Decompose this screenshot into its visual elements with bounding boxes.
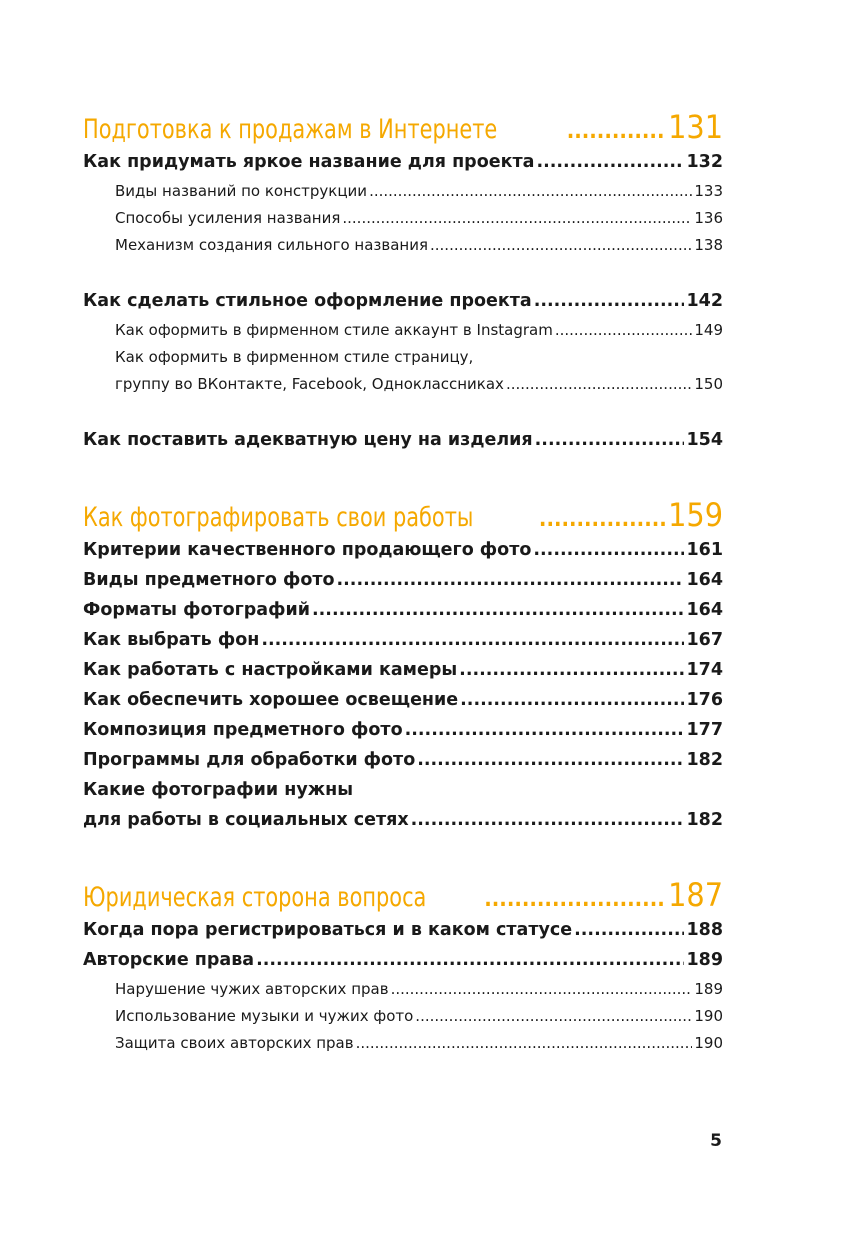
dot-leader bbox=[411, 810, 685, 830]
entry-page: 188 bbox=[686, 920, 723, 940]
entry-title: Как обеспечить хорошее освещение bbox=[83, 690, 459, 710]
entry-title: Механизм создания сильного названия bbox=[115, 236, 428, 254]
entry-title-line2: для работы в социальных сетях bbox=[83, 810, 409, 830]
entry-page: 190 bbox=[694, 1007, 723, 1025]
toc-subentry bbox=[83, 1034, 723, 1061]
section-page: 187 bbox=[668, 876, 723, 914]
entry-page: 154 bbox=[686, 430, 723, 450]
entry-title: Как придумать яркое название для проекта bbox=[83, 152, 535, 172]
entry-page: 133 bbox=[694, 182, 723, 200]
entry-title: Как выбрать фон bbox=[83, 630, 260, 650]
toc-subentry bbox=[83, 980, 723, 1007]
toc-entry bbox=[83, 720, 723, 750]
entry-page: 182 bbox=[686, 810, 723, 830]
dot-leader bbox=[459, 660, 684, 680]
toc-subentry bbox=[83, 321, 723, 348]
entry-title-line2: группу во ВКонтакте, Facebook, Одноклассниках bbox=[115, 375, 504, 393]
entry-page: 176 bbox=[686, 690, 723, 710]
dot-leader bbox=[574, 920, 684, 940]
entry-title: Как работать с настройками камеры bbox=[83, 660, 458, 680]
entry-title: Программы для обработки фото bbox=[83, 750, 416, 770]
dot-leader bbox=[506, 375, 692, 393]
entry-page: 149 bbox=[694, 321, 723, 339]
entry-title: Критерии качественного продающего фото bbox=[83, 540, 532, 560]
dot-leader bbox=[337, 570, 685, 590]
entry-title: Виды названий по конструкции bbox=[115, 182, 368, 200]
entry-title: Авторские права bbox=[83, 950, 255, 970]
entry-title: Как оформить в фирменном стиле аккаунт в Instagram bbox=[115, 321, 553, 339]
entry-title: Как поставить адекватную цену на изделия bbox=[83, 430, 533, 450]
entry-page: 150 bbox=[694, 375, 723, 393]
entry-page: 164 bbox=[686, 570, 723, 590]
dot-leader bbox=[369, 182, 692, 200]
entry-page: 142 bbox=[686, 291, 723, 311]
entry-page: 138 bbox=[694, 236, 723, 254]
toc-entry bbox=[83, 152, 723, 182]
dot-leader bbox=[405, 720, 685, 740]
dot-leader bbox=[342, 209, 692, 227]
toc-entry bbox=[83, 810, 723, 840]
entry-page: 167 bbox=[686, 630, 723, 650]
toc-entry bbox=[83, 291, 723, 321]
entry-title-line1: Какие фотографии нужны bbox=[83, 780, 354, 800]
toc-entry bbox=[83, 660, 723, 690]
dot-leader bbox=[460, 690, 684, 710]
dot-leader bbox=[261, 630, 684, 650]
toc-entry bbox=[83, 570, 723, 600]
toc-entry bbox=[83, 950, 723, 980]
toc-entry bbox=[83, 600, 723, 630]
toc-entry bbox=[83, 630, 723, 660]
dot-leader bbox=[415, 1007, 692, 1025]
entry-page: 189 bbox=[686, 950, 723, 970]
entry-title: Способы усиления названия bbox=[115, 209, 341, 227]
entry-title: Когда пора регистрироваться и в каком статусе bbox=[83, 920, 573, 940]
page-number: 5 bbox=[710, 1131, 722, 1151]
entry-page: 189 bbox=[694, 980, 723, 998]
entry-page: 136 bbox=[694, 209, 723, 227]
dot-leader bbox=[535, 430, 685, 450]
entry-page: 182 bbox=[686, 750, 723, 770]
dot-leader bbox=[533, 540, 684, 560]
entry-page: 177 bbox=[686, 720, 723, 740]
entry-title: Как сделать стильное оформление проекта bbox=[83, 291, 532, 311]
toc-subentry bbox=[83, 209, 723, 236]
table-of-contents bbox=[83, 108, 723, 1061]
dot-leader bbox=[534, 291, 685, 311]
entry-title: Нарушение чужих авторских прав bbox=[115, 980, 389, 998]
entry-page: 132 bbox=[686, 152, 723, 172]
section-heading bbox=[83, 108, 723, 152]
entry-title: Форматы фотографий bbox=[83, 600, 310, 620]
entry-title: Защита своих авторских прав bbox=[115, 1034, 354, 1052]
toc-entry bbox=[83, 540, 723, 570]
dot-leader bbox=[430, 236, 692, 254]
entry-page: 164 bbox=[686, 600, 723, 620]
toc-subentry bbox=[83, 182, 723, 209]
section-heading bbox=[83, 876, 723, 920]
dot-leader bbox=[356, 1034, 693, 1052]
section-title: Как фотографировать свои работы bbox=[83, 502, 474, 533]
dot-leader bbox=[417, 750, 684, 770]
dot-leader bbox=[536, 152, 684, 172]
section-page: 159 bbox=[668, 496, 723, 534]
dot-leader bbox=[567, 119, 666, 144]
dot-leader bbox=[555, 321, 693, 339]
entry-title: Виды предметного фото bbox=[83, 570, 335, 590]
entry-title-line1: Как оформить в фирменном стиле страницу, bbox=[115, 348, 474, 366]
section-page: 131 bbox=[668, 108, 723, 146]
entry-page: 190 bbox=[694, 1034, 723, 1052]
toc-entry bbox=[83, 750, 723, 780]
entry-page: 174 bbox=[686, 660, 723, 680]
dot-leader bbox=[312, 600, 684, 620]
dot-leader bbox=[256, 950, 684, 970]
toc-subentry bbox=[83, 375, 723, 402]
dot-leader bbox=[391, 980, 693, 998]
toc-subentry-line1 bbox=[83, 348, 723, 375]
section-title: Подготовка к продажам в Интернете bbox=[83, 114, 498, 145]
dot-leader bbox=[484, 887, 666, 912]
entry-page: 161 bbox=[686, 540, 723, 560]
toc-subentry bbox=[83, 236, 723, 263]
toc-entry bbox=[83, 430, 723, 460]
toc-entry-line1 bbox=[83, 780, 723, 810]
toc-entry bbox=[83, 690, 723, 720]
entry-title: Композиция предметного фото bbox=[83, 720, 403, 740]
dot-leader bbox=[539, 507, 666, 532]
section-heading bbox=[83, 496, 723, 540]
toc-entry bbox=[83, 920, 723, 950]
section-title: Юридическая сторона вопроса bbox=[83, 882, 427, 913]
entry-title: Использование музыки и чужих фото bbox=[115, 1007, 414, 1025]
toc-subentry bbox=[83, 1007, 723, 1034]
